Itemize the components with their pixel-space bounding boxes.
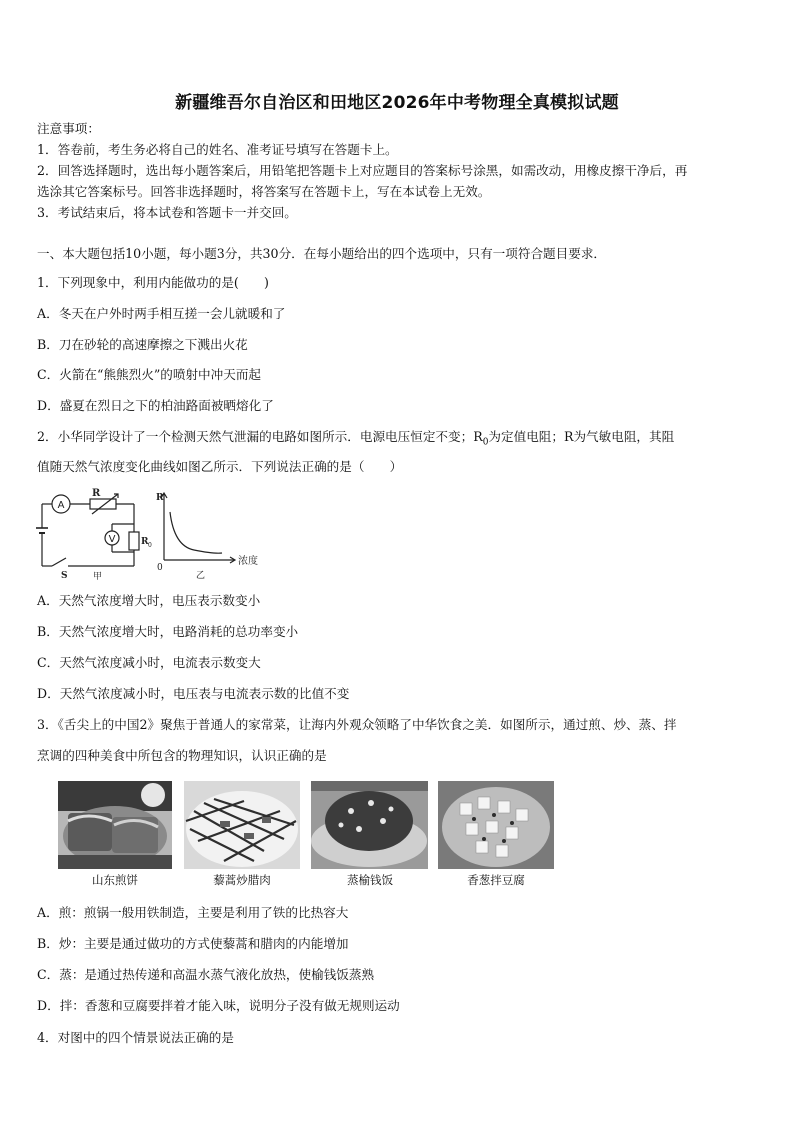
notes-heading: 注意事项： bbox=[37, 121, 100, 136]
graph-x-axis-label: 浓度 bbox=[238, 556, 258, 567]
q2-stem-part-b: 为定值电阻；R为气敏电阻，其阻 bbox=[488, 429, 675, 444]
food-photo-tofu bbox=[438, 781, 554, 869]
figure-yi-label: 乙 bbox=[196, 571, 206, 580]
q1-option-c: C．火箭在“熊熊烈火”的喷射中冲天而起 bbox=[37, 367, 262, 382]
q2-option-d: D．天然气浓度减小时，电压表与电流表示数的比值不变 bbox=[37, 686, 350, 701]
ammeter-label: A bbox=[57, 500, 65, 511]
resistance-concentration-graph bbox=[150, 488, 270, 580]
caption-tofu: 香葱拌豆腐 bbox=[467, 873, 525, 887]
q2-option-a: A．天然气浓度增大时，电压表示数变小 bbox=[37, 593, 261, 608]
resistor-r0-label: R bbox=[141, 537, 149, 547]
q3-option-a: A．煎：煎锅一般用铁制造，主要是利用了铁的比热容大 bbox=[37, 905, 349, 920]
switch-label: S bbox=[61, 571, 68, 581]
q2-stem-subscript: 0 bbox=[482, 437, 489, 448]
q1-option-a: A．冬天在户外时两手相互搓一会儿就暖和了 bbox=[37, 306, 286, 321]
q2-stem-part-a: 2．小华同学设计了一个检测天然气泄漏的电路如图所示．电源电压恒定不变；R bbox=[37, 429, 483, 444]
voltmeter-label: V bbox=[108, 534, 116, 545]
caption-stir-fry: 藜蒿炒腊肉 bbox=[213, 873, 271, 887]
resistor-r0-subscript: 0 bbox=[148, 542, 152, 549]
q2-stem-line2: 值随天然气浓度变化曲线如图乙所示．下列说法正确的是（ ） bbox=[37, 459, 403, 474]
food-photo-steamed-rice bbox=[311, 781, 428, 869]
graph-origin-label: 0 bbox=[157, 563, 163, 573]
food-photo-stir-fry bbox=[184, 781, 300, 869]
caption-steamed-rice: 蒸榆钱饭 bbox=[347, 873, 393, 887]
graph-y-axis-label: R bbox=[156, 493, 164, 503]
page-title: 新疆维吾尔自治区和田地区2026年中考物理全真模拟试题 bbox=[175, 93, 619, 113]
q2-option-c: C．天然气浓度减小时，电流表示数变大 bbox=[37, 655, 261, 670]
figure-jia-label: 甲 bbox=[93, 572, 103, 581]
circuit-diagram bbox=[30, 486, 160, 581]
note-3: 3．考试结束后，将本试卷和答题卡一并交回。 bbox=[37, 205, 297, 220]
q1-option-d: D．盛夏在烈日之下的柏油路面被晒熔化了 bbox=[37, 398, 274, 413]
q4-stem: 4．对图中的四个情景说法正确的是 bbox=[37, 1030, 234, 1045]
food-photo-jianbing bbox=[58, 781, 172, 869]
section-1-heading: 一、本大题包括10小题，每小题3分，共30分．在每小题给出的四个选项中，只有一项符合题目要求． bbox=[37, 246, 607, 261]
note-2a: 2．回答选择题时，选出每小题答案后，用铅笔把答题卡上对应题目的答案标号涂黑，如需改动，用橡皮擦干净后，再 bbox=[37, 163, 688, 178]
caption-jianbing: 山东煎饼 bbox=[92, 873, 138, 887]
resistor-r-label: R bbox=[92, 488, 101, 499]
q3-stem-line2: 烹调的四种美食中所包含的物理知识，认识正确的是 bbox=[37, 748, 327, 763]
q2-option-b: B．天然气浓度增大时，电路消耗的总功率变小 bbox=[37, 624, 299, 639]
q3-stem-line1: 3．《舌尖上的中国2》聚焦于普通人的家常菜，让海内外观众领略了中华饮食之美．如图所示，通过煎、炒、蒸、拌 bbox=[37, 717, 677, 732]
note-2b: 选涂其它答案标号。回答非选择题时，将答案写在答题卡上，写在本试卷上无效。 bbox=[37, 184, 491, 199]
q3-option-d: D．拌：香葱和豆腐要拌着才能入味，说明分子没有做无规则运动 bbox=[37, 998, 400, 1013]
q3-option-b: B．炒：主要是通过做功的方式使藜蒿和腊肉的内能增加 bbox=[37, 936, 349, 951]
q1-option-b: B．刀在砂轮的高速摩擦之下溅出火花 bbox=[37, 337, 248, 352]
q2-stem-line1 bbox=[37, 429, 674, 451]
q3-option-c: C．蒸：是通过热传递和高温水蒸气液化放热，使榆钱饭蒸熟 bbox=[37, 967, 375, 982]
q1-stem: 1．下列现象中，利用内能做功的是( ) bbox=[37, 275, 269, 290]
note-1: 1．答卷前，考生务必将自己的姓名、准考证号填写在答题卡上。 bbox=[37, 142, 398, 157]
